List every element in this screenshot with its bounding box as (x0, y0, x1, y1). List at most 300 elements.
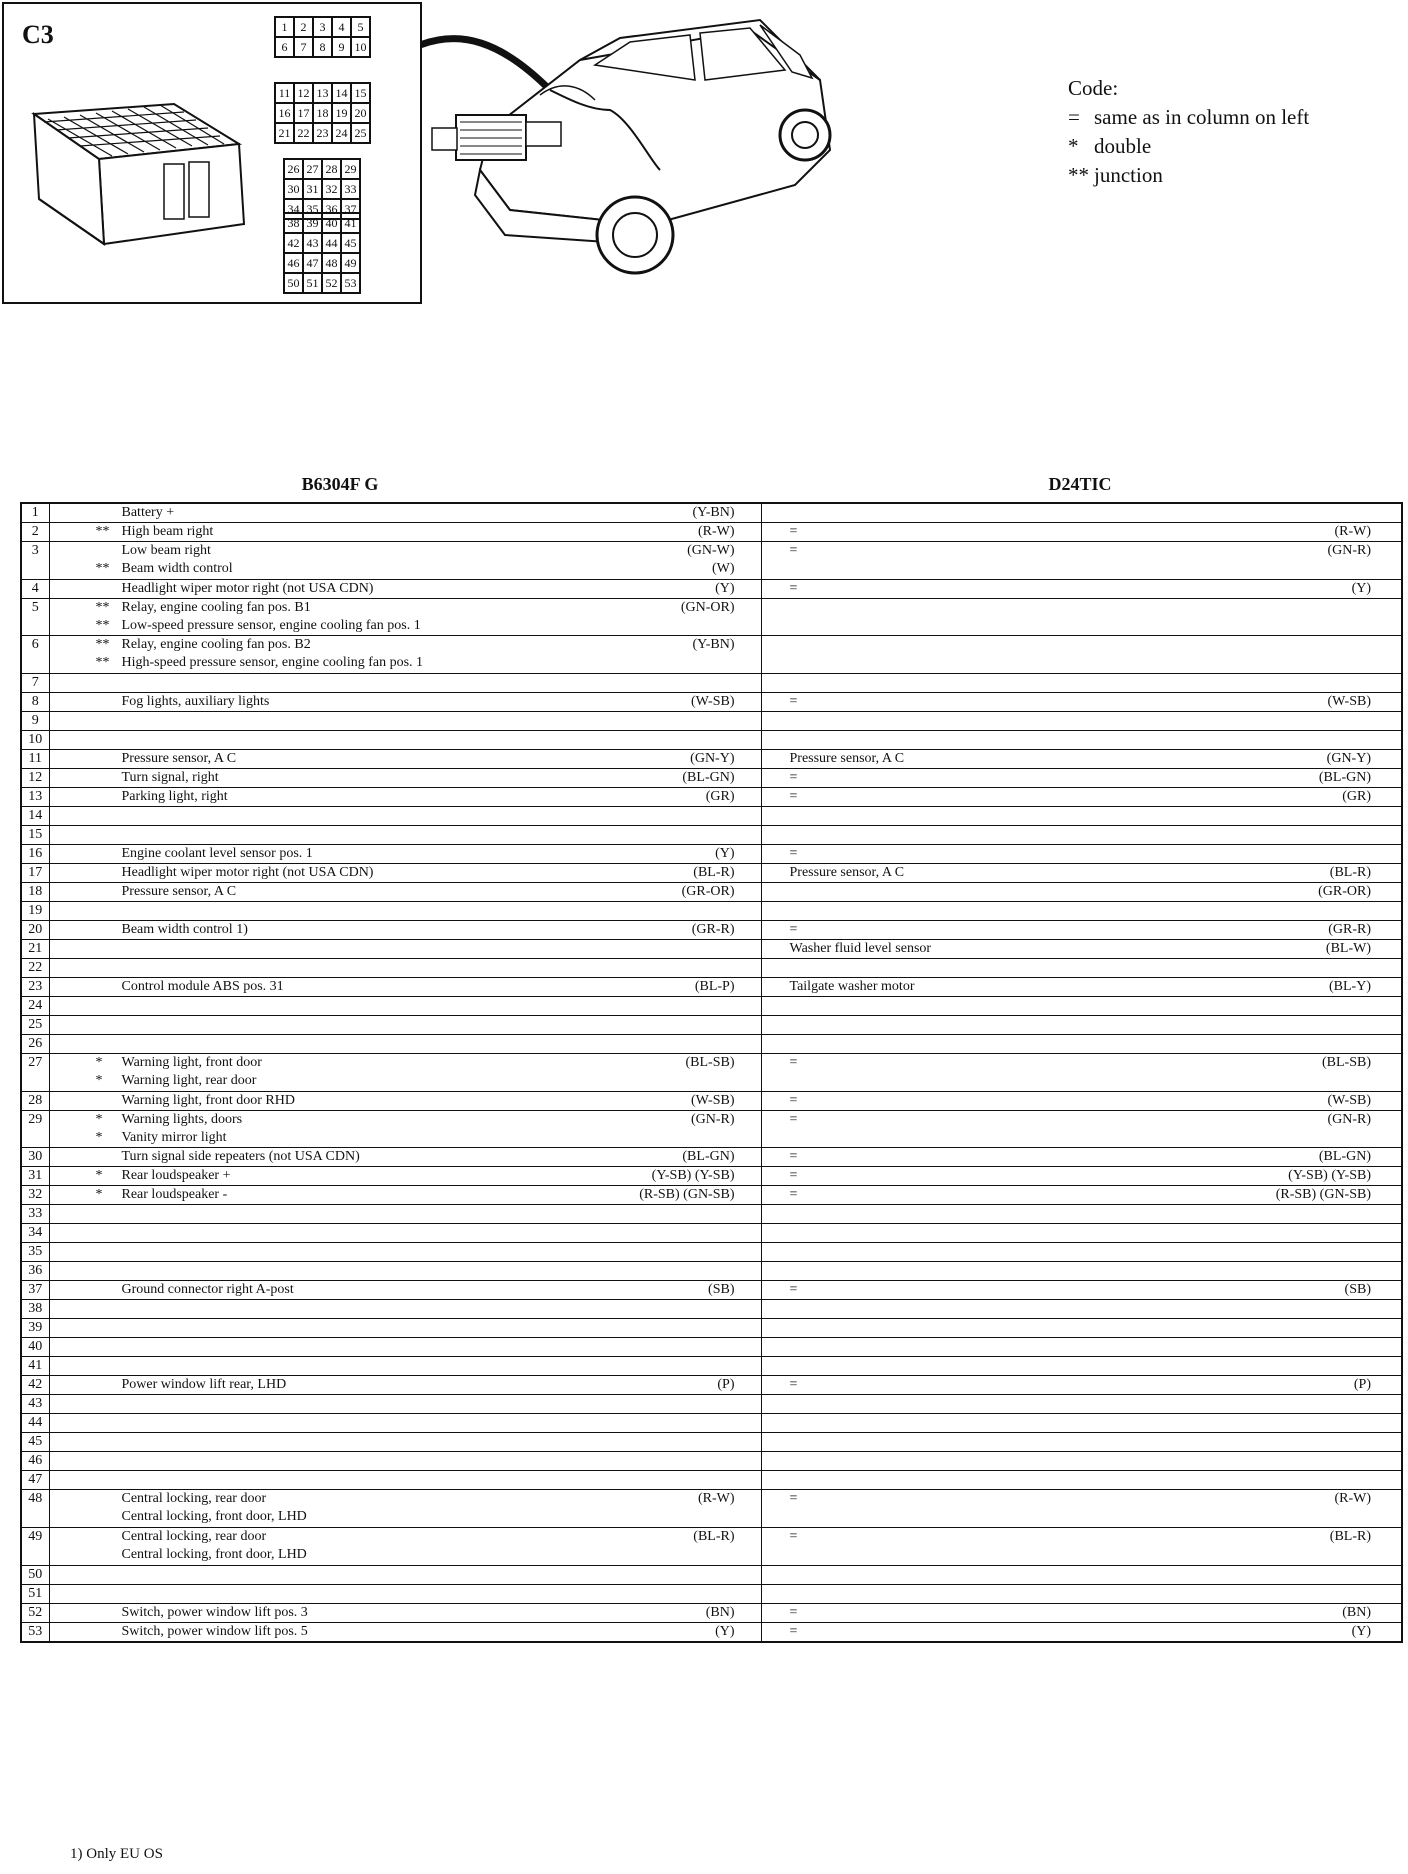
wire-color-code: (Y-BN) (692, 505, 735, 520)
wire-color-code: (BL-R) (693, 865, 735, 881)
pin-number: 14 (21, 807, 49, 826)
table-row (21, 1016, 1402, 1035)
left-variant-cell (49, 579, 761, 598)
cell-line (762, 1148, 1402, 1166)
wire-color-code: (BL-R) (693, 1529, 735, 1545)
pin-cell: 52 (322, 273, 341, 293)
component-name: Headlight wiper motor right (not USA CDN) (121, 580, 374, 596)
marker (96, 504, 122, 522)
right-variant-cell (761, 750, 1402, 769)
cell-line (50, 883, 761, 901)
pin-block-bottom (283, 212, 361, 294)
right-variant-cell (761, 921, 1402, 940)
pin-cell: 42 (284, 233, 303, 253)
cell-line (50, 580, 761, 598)
pin-number: 19 (21, 902, 49, 921)
table-row (21, 997, 1402, 1016)
pin-cell: 23 (313, 123, 332, 143)
right-variant-cell (761, 731, 1402, 750)
component-name: Rear loudspeaker + (121, 1168, 231, 1184)
marker (96, 845, 122, 863)
left-variant-cell (49, 1224, 761, 1243)
left-variant-cell (49, 788, 761, 807)
pin-cell: 3 (313, 17, 332, 37)
cell-line (50, 1072, 761, 1090)
table-row (21, 1338, 1402, 1357)
right-variant-cell (761, 883, 1402, 902)
pin-cell: 13 (313, 83, 332, 103)
wire-color-code: (Y-BN) (692, 637, 735, 653)
left-variant-cell (49, 542, 761, 580)
cell-line (50, 504, 761, 522)
pin-number: 8 (21, 693, 49, 712)
table-row (21, 788, 1402, 807)
component-name: = (789, 1149, 798, 1165)
legend-item: ** junction (1068, 163, 1163, 187)
pin-number: 29 (21, 1110, 49, 1148)
marker: * (95, 1129, 103, 1145)
right-variant-cell (761, 1376, 1402, 1395)
cell-line (50, 978, 761, 996)
marker (96, 750, 122, 768)
marker (96, 1604, 122, 1622)
cell-line (50, 1623, 761, 1641)
right-variant-cell (761, 1452, 1402, 1471)
pin-number: 43 (21, 1395, 49, 1414)
wire-color-code: (R-W) (1334, 524, 1371, 539)
component-name: = (789, 543, 798, 558)
cell-line (762, 1186, 1402, 1204)
component-name: Switch, power window lift pos. 5 (121, 1623, 308, 1639)
pin-cell: 25 (351, 123, 370, 143)
cell-line (50, 636, 761, 654)
left-variant-cell (49, 750, 761, 769)
wire-color-code: (BL-W) (1325, 941, 1371, 957)
table-row (21, 1395, 1402, 1414)
cell-line (762, 864, 1402, 882)
left-variant-cell (49, 1584, 761, 1603)
marker (96, 1508, 122, 1526)
marker (96, 693, 122, 711)
component-name: Battery + (121, 505, 175, 520)
pin-number: 15 (21, 826, 49, 845)
cell-line (762, 1092, 1402, 1110)
right-variant-cell (761, 978, 1402, 997)
left-variant-cell (49, 674, 761, 693)
wire-color-code: (BL-P) (694, 979, 735, 995)
pin-number: 27 (21, 1054, 49, 1092)
legend-item: = same as in column on left (1068, 105, 1310, 129)
pin-cell: 17 (294, 103, 313, 123)
table-row (21, 1167, 1402, 1186)
component-name: = (789, 1282, 798, 1298)
pin-number: 42 (21, 1376, 49, 1395)
cell-line (50, 750, 761, 768)
wire-color-code: (BL-GN) (1318, 770, 1371, 786)
marker (96, 883, 122, 901)
left-variant-cell (49, 712, 761, 731)
right-variant-cell (761, 940, 1402, 959)
pin-cell: 12 (294, 83, 313, 103)
right-variant-cell (761, 1148, 1402, 1167)
component-name: Pressure sensor, A C (121, 751, 237, 767)
wire-color-code: (R-W) (1334, 1491, 1371, 1507)
cell-line (50, 769, 761, 787)
table-row (21, 1603, 1402, 1622)
cell-line (50, 1376, 761, 1394)
right-variant-cell (761, 1528, 1402, 1566)
wire-color-code: (R-SB) (GN-SB) (1275, 1187, 1371, 1203)
cell-line (50, 1111, 761, 1129)
pin-number: 1 (21, 503, 49, 523)
right-variant-cell (761, 1603, 1402, 1622)
right-variant-cell (761, 1054, 1402, 1092)
pin-cell: 30 (284, 179, 303, 199)
left-variant-cell (49, 1357, 761, 1376)
cell-line (50, 921, 761, 939)
right-variant-cell (761, 788, 1402, 807)
marker (96, 864, 122, 882)
left-variant-cell (49, 1565, 761, 1584)
component-name: = (789, 846, 798, 862)
marker (96, 1623, 122, 1641)
pin-cell: 16 (275, 103, 294, 123)
table-row (21, 1622, 1402, 1642)
left-variant-cell (49, 1338, 761, 1357)
component-name: = (789, 580, 798, 596)
table-row (21, 1414, 1402, 1433)
cell-line (762, 1281, 1402, 1299)
wire-color-code: (R-W) (697, 1491, 735, 1507)
cell-line (762, 1054, 1402, 1072)
cell-line (762, 580, 1402, 598)
wire-color-code: (W-SB) (1327, 694, 1371, 710)
cell-line (50, 693, 761, 711)
component-name: = (789, 770, 798, 786)
wire-color-code: (BN) (705, 1604, 735, 1620)
table-row (21, 598, 1402, 636)
component-name: = (789, 1623, 798, 1639)
pin-block-top (274, 16, 371, 58)
pin-cell: 15 (351, 83, 370, 103)
wire-color-code: (Y) (1351, 1623, 1371, 1639)
left-variant-cell (49, 1148, 761, 1167)
right-variant-cell (761, 523, 1402, 542)
cell-line (762, 845, 1402, 863)
right-variant-cell (761, 542, 1402, 580)
marker: * (95, 1187, 103, 1203)
cell-line (50, 1129, 761, 1147)
table-row (21, 807, 1402, 826)
pin-cell: 11 (275, 83, 294, 103)
cell-line (50, 1054, 761, 1072)
component-name: High beam right (121, 524, 214, 539)
pin-number: 13 (21, 788, 49, 807)
pin-cell: 10 (351, 37, 370, 57)
pin-cell: 47 (303, 253, 322, 273)
pin-number: 16 (21, 845, 49, 864)
cell-line (50, 654, 761, 672)
cell-line (50, 864, 761, 882)
right-variant-cell (761, 693, 1402, 712)
right-variant-cell (761, 1205, 1402, 1224)
marker (96, 1281, 122, 1299)
pin-cell: 20 (351, 103, 370, 123)
pin-cell: 50 (284, 273, 303, 293)
pin-cell: 37 (341, 199, 360, 219)
wire-color-code: (R-W) (697, 524, 735, 539)
wire-color-code: (BN) (1342, 1604, 1371, 1620)
cell-line (762, 523, 1402, 541)
pin-cell: 19 (332, 103, 351, 123)
cell-line (762, 940, 1402, 958)
table-row (21, 579, 1402, 598)
pin-number: 11 (21, 750, 49, 769)
cell-line (762, 542, 1402, 560)
component-name: Control module ABS pos. 31 (121, 979, 284, 995)
pin-cell: 5 (351, 17, 370, 37)
table-row (21, 1471, 1402, 1490)
right-variant-cell (761, 826, 1402, 845)
left-variant-cell (49, 523, 761, 542)
left-variant-cell (49, 1016, 761, 1035)
wire-color-code: (GR) (1342, 789, 1371, 805)
pin-number: 24 (21, 997, 49, 1016)
table-row (21, 1357, 1402, 1376)
pin-number: 48 (21, 1490, 49, 1528)
wire-color-code: (BL-SB) (1322, 1055, 1371, 1071)
marker: ** (95, 561, 110, 576)
component-name: = (789, 922, 798, 938)
pin-number: 6 (21, 636, 49, 674)
pin-cell: 26 (284, 159, 303, 179)
table-row (21, 674, 1402, 693)
pin-number: 22 (21, 959, 49, 978)
cell-line (762, 1111, 1402, 1129)
pin-cell: 43 (303, 233, 322, 253)
pin-number: 45 (21, 1433, 49, 1452)
left-variant-cell (49, 1395, 761, 1414)
table-row (21, 1452, 1402, 1471)
wire-color-code: (W-SB) (690, 694, 735, 710)
component-name: = (789, 789, 798, 805)
pin-number: 40 (21, 1338, 49, 1357)
marker: * (95, 1168, 103, 1184)
left-variant-cell (49, 1243, 761, 1262)
table-row (21, 1091, 1402, 1110)
wire-color-code: (GN-R) (690, 1111, 735, 1127)
cell-line (50, 1092, 761, 1110)
pin-cell: 4 (332, 17, 351, 37)
component-name: = (789, 1604, 798, 1620)
right-variant-cell (761, 1622, 1402, 1642)
component-name: Central locking, rear door (121, 1491, 267, 1507)
component-name: Warning light, front door RHD (121, 1092, 295, 1108)
component-name: Headlight wiper motor right (not USA CDN) (121, 865, 374, 881)
cell-line (50, 1167, 761, 1185)
right-variant-cell (761, 1091, 1402, 1110)
pin-number: 38 (21, 1300, 49, 1319)
component-name: Pressure sensor, A C (121, 884, 237, 900)
component-name: Low-speed pressure sensor, engine cooling fan pos. 1 (121, 617, 421, 633)
pin-cell: 27 (303, 159, 322, 179)
component-name: Washer fluid level sensor (789, 941, 932, 957)
component-name: High-speed pressure sensor, engine cooling fan pos. 1 (121, 655, 424, 671)
left-variant-cell (49, 1091, 761, 1110)
cell-line (762, 978, 1402, 996)
table-row (21, 693, 1402, 712)
pin-number: 18 (21, 883, 49, 902)
component-name: Central locking, rear door (121, 1529, 267, 1545)
pin-cell: 46 (284, 253, 303, 273)
component-name: Warning light, front door (121, 1055, 262, 1071)
wire-color-code: (Y-SB) (Y-SB) (651, 1168, 735, 1184)
wire-color-code: (SB) (1344, 1282, 1371, 1298)
pin-cell: 45 (341, 233, 360, 253)
pin-cell: 18 (313, 103, 332, 123)
right-variant-cell (761, 1224, 1402, 1243)
right-variant-cell (761, 1167, 1402, 1186)
marker: ** (95, 599, 110, 615)
left-variant-cell (49, 807, 761, 826)
connector-illustration (24, 84, 264, 284)
connector-title: C3 (22, 20, 54, 49)
table-row (21, 1262, 1402, 1281)
wire-color-code: (GR-OR) (681, 884, 735, 900)
cell-line (50, 523, 761, 541)
wire-color-code: (Y) (1351, 580, 1371, 596)
component-name: Beam width control 1) (121, 922, 248, 938)
component-name: Warning light, rear door (121, 1073, 257, 1089)
right-variant-cell (761, 1433, 1402, 1452)
right-variant-cell (761, 503, 1402, 523)
left-variant-cell (49, 769, 761, 788)
left-variant-cell (49, 1281, 761, 1300)
right-variant-cell (761, 1395, 1402, 1414)
left-variant-cell (49, 1528, 761, 1566)
pin-number: 17 (21, 864, 49, 883)
pin-table (20, 502, 1403, 1643)
pin-cell: 9 (332, 37, 351, 57)
component-name: Relay, engine cooling fan pos. B1 (121, 599, 311, 615)
pin-number: 32 (21, 1186, 49, 1205)
pin-number: 23 (21, 978, 49, 997)
pin-number: 41 (21, 1357, 49, 1376)
wire-color-code: (BL-GN) (682, 1149, 735, 1165)
cell-line (762, 1604, 1402, 1622)
pin-number: 5 (21, 598, 49, 636)
marker (96, 788, 122, 806)
cell-line (762, 921, 1402, 939)
right-variant-cell (761, 1565, 1402, 1584)
left-variant-cell (49, 1262, 761, 1281)
cell-line (50, 1604, 761, 1622)
table-row (21, 940, 1402, 959)
left-variant-cell (49, 1205, 761, 1224)
marker: ** (95, 617, 110, 633)
cell-line (50, 542, 761, 560)
left-variant-cell (49, 978, 761, 997)
wire-color-code: (GN-R) (1327, 1111, 1371, 1127)
wire-color-code: (GR-R) (691, 922, 735, 938)
marker: * (95, 1055, 103, 1071)
component-name: Pressure sensor, A C (789, 865, 905, 881)
pin-number: 37 (21, 1281, 49, 1300)
left-variant-cell (49, 1376, 761, 1395)
pin-cell: 22 (294, 123, 313, 143)
component-name: Rear loudspeaker - (121, 1187, 228, 1203)
right-variant-cell (761, 1110, 1402, 1148)
pin-number: 44 (21, 1414, 49, 1433)
cell-line (762, 1490, 1402, 1508)
pin-number: 2 (21, 523, 49, 542)
table-row (21, 1319, 1402, 1338)
right-variant-cell (761, 1035, 1402, 1054)
left-variant-cell (49, 1110, 761, 1148)
left-variant-cell (49, 921, 761, 940)
left-variant-cell (49, 864, 761, 883)
table-row (21, 1110, 1402, 1148)
wire-color-code: (BL-R) (1329, 1529, 1371, 1545)
component-name: Pressure sensor, A C (789, 751, 905, 767)
wire-color-code: (Y) (715, 1623, 735, 1639)
component-name: Power window lift rear, LHD (121, 1377, 287, 1393)
marker (96, 1376, 122, 1394)
wire-color-code: (R-SB) (GN-SB) (639, 1187, 735, 1203)
component-name: = (789, 694, 798, 710)
marker: ** (95, 637, 110, 653)
pin-number: 47 (21, 1471, 49, 1490)
component-name: Low beam right (121, 543, 211, 558)
pin-number: 35 (21, 1243, 49, 1262)
pin-number: 33 (21, 1205, 49, 1224)
left-variant-cell (49, 1471, 761, 1490)
table-row (21, 864, 1402, 883)
right-variant-cell (761, 598, 1402, 636)
component-name: Vanity mirror light (121, 1129, 227, 1145)
car-illustration (420, 10, 1020, 310)
table-row (21, 503, 1402, 523)
pin-cell: 24 (332, 123, 351, 143)
cell-line (50, 788, 761, 806)
left-variant-cell (49, 1490, 761, 1528)
pin-number: 36 (21, 1262, 49, 1281)
table-row (21, 1565, 1402, 1584)
component-name: = (789, 1377, 798, 1393)
pin-cell: 36 (322, 199, 341, 219)
table-row (21, 712, 1402, 731)
right-variant-cell (761, 1338, 1402, 1357)
wire-color-code: (P) (717, 1377, 735, 1393)
right-variant-cell (761, 674, 1402, 693)
component-name: Tailgate washer motor (789, 979, 915, 995)
marker: ** (95, 655, 110, 671)
pin-cell: 53 (341, 273, 360, 293)
pin-cell: 39 (303, 213, 322, 233)
table-row (21, 750, 1402, 769)
cell-line (50, 845, 761, 863)
pin-number: 4 (21, 579, 49, 598)
wire-color-code: (BL-SB) (685, 1055, 735, 1071)
left-variant-cell (49, 1300, 761, 1319)
left-variant-cell (49, 1622, 761, 1642)
left-variant-cell (49, 1167, 761, 1186)
right-variant-cell (761, 1414, 1402, 1433)
pin-cell: 31 (303, 179, 322, 199)
pin-cell: 2 (294, 17, 313, 37)
left-variant-cell (49, 1414, 761, 1433)
pin-cell: 32 (322, 179, 341, 199)
